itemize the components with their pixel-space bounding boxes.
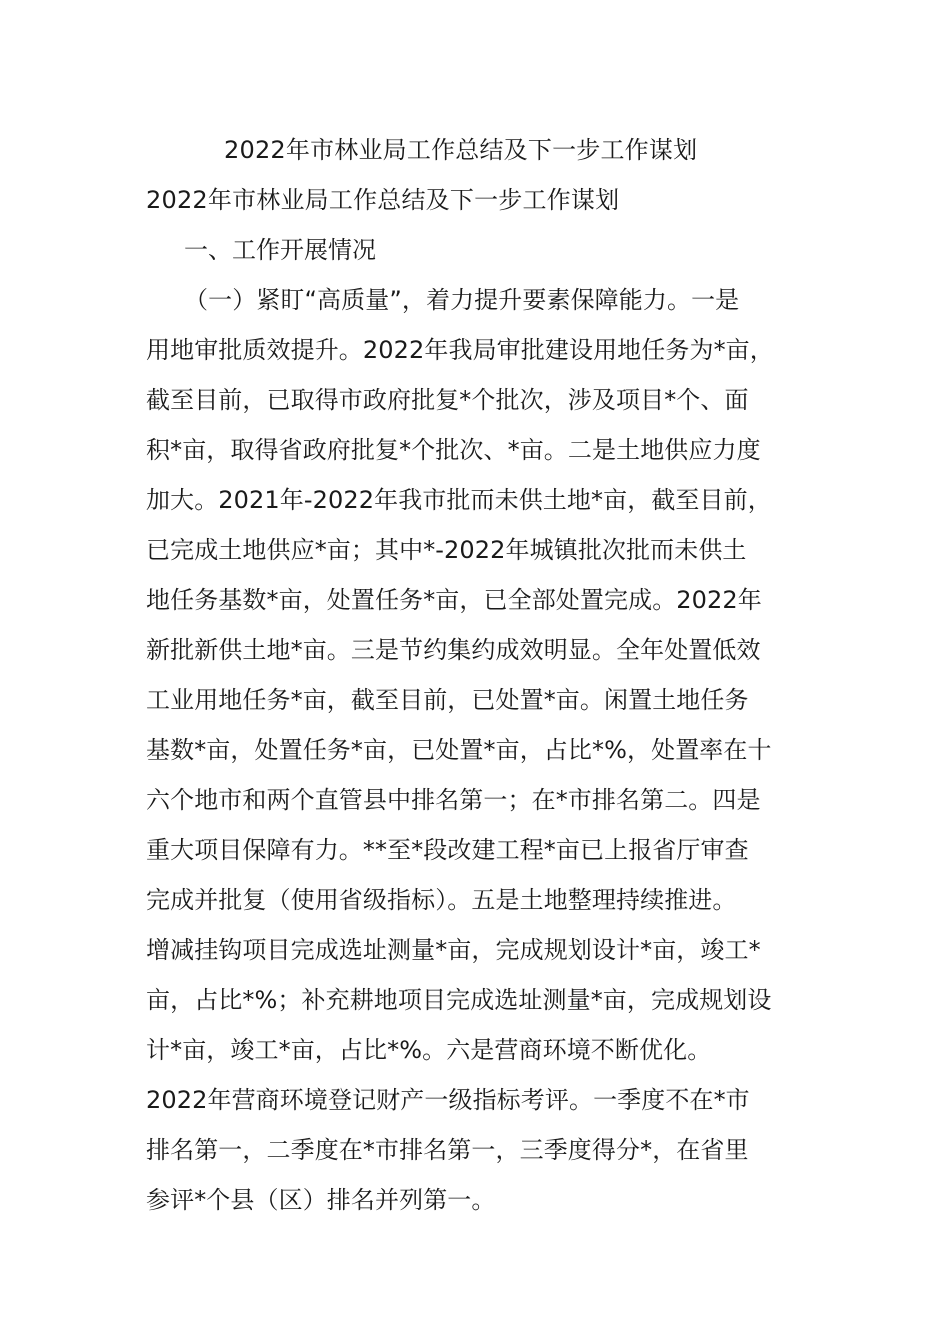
document-heading: 2022年市林业局工作总结及下一步工作谋划 bbox=[146, 186, 620, 214]
paragraph-line: 已完成土地供应*亩；其中*-2022年城镇批次批而未供土 bbox=[146, 536, 747, 564]
paragraph-line: 工业用地任务*亩，截至目前，已处置*亩。闲置土地任务 bbox=[146, 686, 749, 714]
paragraph-line: 参评*个县（区）排名并列第一。 bbox=[146, 1186, 496, 1214]
paragraph-line: 六个地市和两个直管县中排名第一；在*市排名第二。四是 bbox=[146, 786, 761, 814]
paragraph-line: 亩，占比*%；补充耕地项目完成选址测量*亩，完成规划设 bbox=[146, 986, 772, 1014]
document-title: 2022年市林业局工作总结及下一步工作谋划 bbox=[224, 136, 698, 164]
paragraph-line: 用地审批质效提升。2022年我局审批建设用地任务为*亩， bbox=[146, 336, 774, 364]
paragraph-line: 重大项目保障有力。**至*段改建工程*亩已上报省厅审查 bbox=[146, 836, 749, 864]
paragraph-line: （一）紧盯“高质量”，着力提升要素保障能力。一是 bbox=[184, 286, 740, 314]
paragraph-line: 地任务基数*亩，处置任务*亩，已全部处置完成。2022年 bbox=[146, 586, 762, 614]
paragraph-line: 基数*亩，处置任务*亩，已处置*亩，占比*%，处置率在十 bbox=[146, 736, 772, 764]
paragraph-line: 积*亩，取得省政府批复*个批次、*亩。二是土地供应力度 bbox=[146, 436, 761, 464]
paragraph-line: 新批新供土地*亩。三是节约集约成效明显。全年处置低效 bbox=[146, 636, 761, 664]
paragraph-line: 加大。2021年-2022年我市批而未供土地*亩，截至目前， bbox=[146, 486, 772, 514]
paragraph-line: 排名第一，二季度在*市排名第一，三季度得分*，在省里 bbox=[146, 1136, 749, 1164]
body-paragraph bbox=[146, 280, 816, 1230]
paragraph-line: 计*亩，竣工*亩，占比*%。六是营商环境不断优化。 bbox=[146, 1036, 712, 1064]
paragraph-line: 截至目前，已取得市政府批复*个批次，涉及项目*个、面 bbox=[146, 386, 749, 414]
paragraph-line: 完成并批复（使用省级指标）。五是土地整理持续推进。 bbox=[146, 886, 737, 914]
section-heading: 一、工作开展情况 bbox=[184, 236, 376, 264]
paragraph-line: 2022年营商环境登记财产一级指标考评。一季度不在*市 bbox=[146, 1086, 750, 1114]
paragraph-line: 增减挂钩项目完成选址测量*亩，完成规划设计*亩，竣工* bbox=[146, 936, 761, 964]
